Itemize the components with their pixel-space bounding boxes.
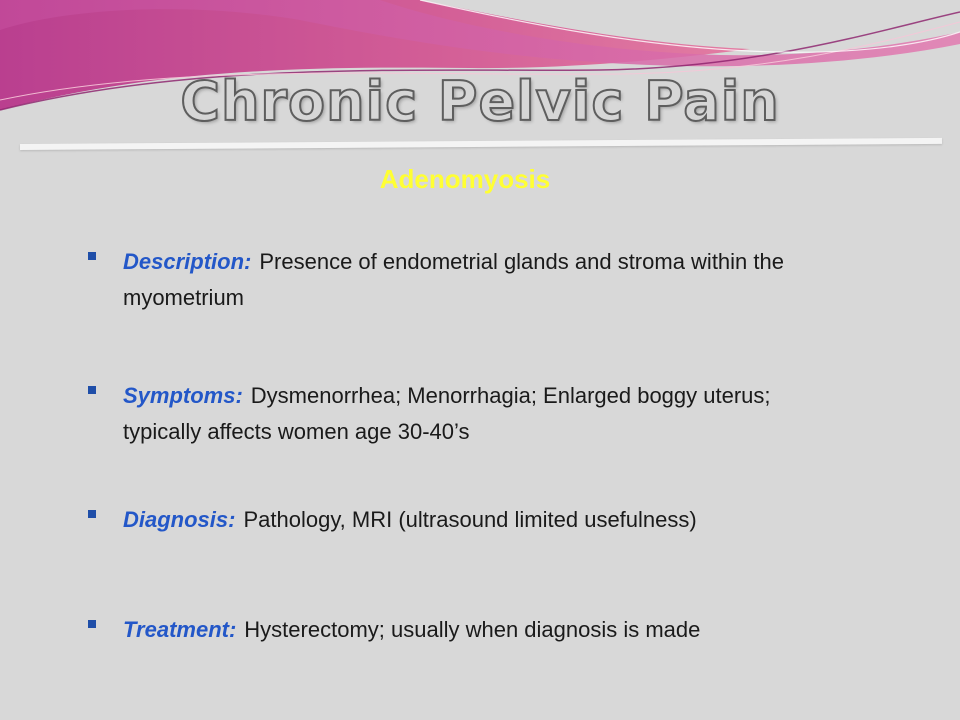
slide-subtitle: Adenomyosis	[379, 164, 551, 194]
bullet-term: Diagnosis:	[123, 507, 236, 532]
bullet-body	[123, 378, 846, 450]
bullet-text: Pathology, MRI (ultrasound limited usefulness)	[243, 507, 697, 532]
square-bullet-icon	[88, 386, 96, 394]
square-bullet-icon	[88, 252, 96, 260]
slide-title: Chronic Pelvic Pain	[180, 70, 780, 133]
bullet-body	[123, 612, 846, 648]
bullet-text: Presence of endometrial glands and stroma within the myometrium	[123, 249, 784, 310]
title-divider	[20, 138, 942, 150]
bullet-term: Symptoms:	[123, 383, 243, 408]
bullet-item-description	[86, 244, 846, 316]
bullet-item-diagnosis	[86, 502, 846, 538]
bullet-item-treatment	[86, 612, 846, 648]
bullet-text: Dysmenorrhea; Menorrhagia; Enlarged boggy uterus; typically affects women age 30-40’s	[123, 383, 771, 444]
bullet-term: Treatment:	[123, 617, 237, 642]
bullet-item-symptoms	[86, 378, 846, 450]
bullet-body	[123, 244, 846, 316]
bullet-text: Hysterectomy; usually when diagnosis is made	[244, 617, 701, 642]
square-bullet-icon	[88, 510, 96, 518]
bullet-term: Description:	[123, 249, 252, 274]
square-bullet-icon	[88, 620, 96, 628]
bullet-body	[123, 502, 846, 538]
